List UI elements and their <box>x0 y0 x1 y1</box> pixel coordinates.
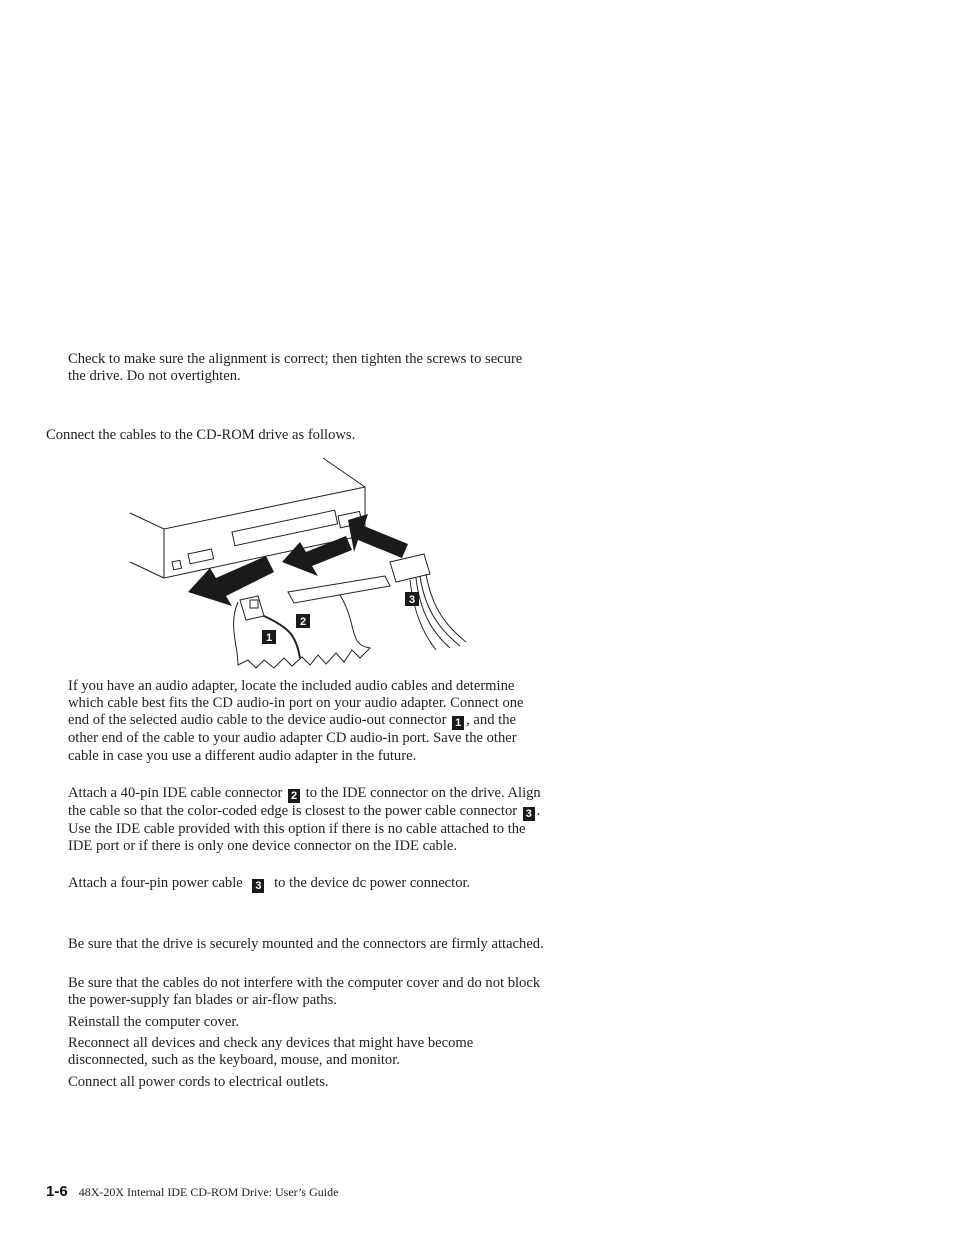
callout-badge-1: 1 <box>452 716 464 730</box>
arrow-ide <box>282 536 352 576</box>
callout-badge-2: 2 <box>288 789 300 803</box>
final-step-2: Be sure that the cables do not interfere with the computer cover and do not block the power-supply fan blades or air-flow paths. <box>68 975 541 1009</box>
ide-connector-shape <box>232 510 338 546</box>
ide-ribbon-cable <box>234 595 370 668</box>
power-cable-plug <box>390 554 430 582</box>
callout-2: 2 <box>299 616 307 628</box>
audio-out-connector-shape <box>188 549 214 564</box>
arrow-power <box>348 514 408 558</box>
ide-cable-plug <box>288 576 390 603</box>
final-step-4: Reconnect all devices and check any devices that might have become disconnected, such as the keyboard, mouse, and monitor. <box>68 1035 474 1069</box>
power-cable-wires <box>410 574 466 650</box>
connect-intro: Connect the cables to the CD-ROM drive as follows. <box>46 427 356 443</box>
jumper-shape <box>172 560 181 569</box>
callout-3: 3 <box>408 594 416 606</box>
page-footer <box>46 1183 338 1200</box>
final-step-1: Be sure that the drive is securely mounted and the connectors are firmly attached. <box>68 936 544 952</box>
power-cable-paragraph: Attach a four-pin power cable 3 to the device dc power connector. <box>68 875 471 892</box>
cable-connection-illustration <box>120 450 480 680</box>
audio-cable-paragraph: If you have an audio adapter, locate the included audio cables and determine which cable best fits the CD audio-in port on your audio adapter. Connect one end of the selected audio cable to the device audio-out connector 1 , and the other end of the cable to your audio adapter CD audio-in port. Save the other cable in case you use a different audio adapter in the future. <box>68 678 524 764</box>
callout-badge-3: 3 <box>523 807 535 821</box>
final-step-3: Reinstall the computer cover. <box>68 1014 240 1030</box>
ide-cable-paragraph: Attach a 40-pin IDE cable connector 2 to the IDE connector on the drive. Align the cable so that the color-coded edge is closest to the power cable connector 3 . Use the IDE cable provided with this option if there is no cable attached to the IDE port or if there is only one device connector on the IDE cable. <box>68 785 541 855</box>
page-number: 1-6 <box>46 1183 68 1200</box>
final-step-5: Connect all power cords to electrical outlets. <box>68 1074 329 1090</box>
drive-bottom <box>130 562 164 578</box>
alignment-paragraph: Check to make sure the alignment is correct; then tighten the screws to secure the drive. Do not overtighten. <box>68 351 523 385</box>
callout-badge-3b: 3 <box>252 879 264 893</box>
callout-1: 1 <box>265 632 273 644</box>
footer-title: 48X-20X Internal IDE CD-ROM Drive: User’s Guide <box>78 1185 339 1199</box>
drive-top <box>323 458 365 487</box>
